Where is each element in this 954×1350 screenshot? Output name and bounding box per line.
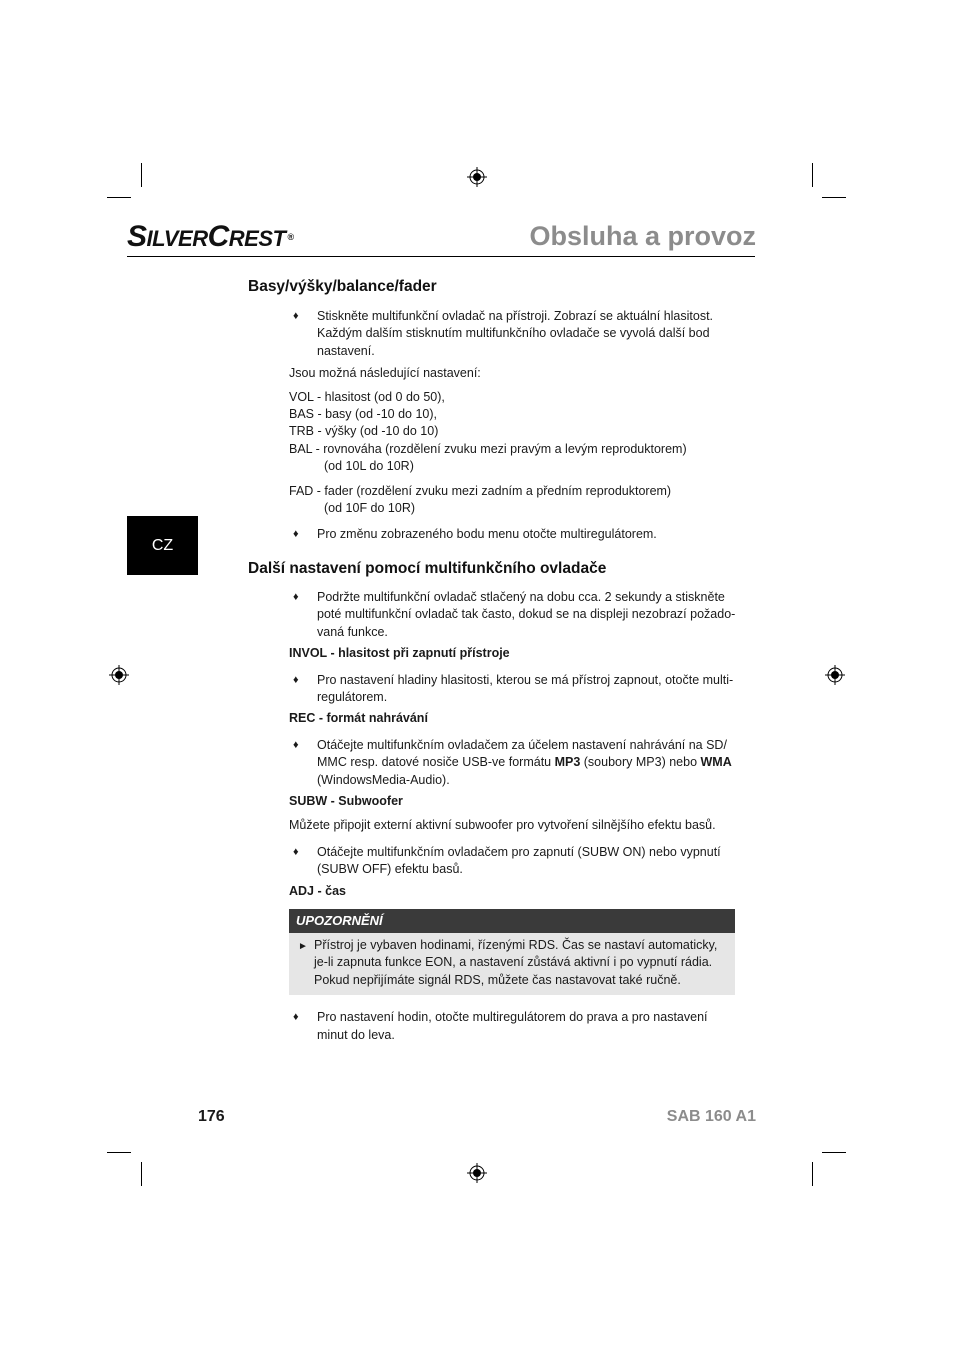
setting-line: TRB - výšky (od -10 do 10) <box>289 424 439 439</box>
paragraph: Můžete připojit externí aktivní subwoofer pro vytvoření silnějšího efektu basů. <box>289 818 716 833</box>
registration-mark-icon <box>467 1163 487 1183</box>
setting-line: VOL - hlasitost (od 0 do 50), <box>289 389 445 404</box>
bullet-text: Otáčejte multifunkčním ovladačem za účelem nastavení nahrávání na SD/ MMC resp. datové nosiče USB-ve formátu <box>317 737 727 770</box>
bullet-text: Pro nastavení hladiny hlasitosti, kterou se má přístroj zapnout, otočte multi-regulátorem. <box>317 672 734 704</box>
brand-letter: S <box>127 220 147 253</box>
registration-mark-icon <box>467 167 487 187</box>
list-item <box>248 737 738 789</box>
arrow-right-icon: ► <box>298 940 308 952</box>
setting-line: FAD - fader (rozdělení zvuku mezi zadním a předním reproduktorem) <box>289 483 672 498</box>
settings-list <box>248 389 738 476</box>
bullet-text: (soubory MP3) nebo <box>580 755 701 770</box>
bullet-text: Pro změnu zobrazeného bodu menu otočte multiregulátorem. <box>317 527 657 542</box>
diamond-bullet-icon: ♦ <box>293 738 299 751</box>
notice-text: Přístroj je vybaven hodinami, řízenými RDS. Čas se nastaví automaticky, je-li zapnuta funkce EON, a nastavení zůstává aktivní i po vypnutí rádia. Pokud nepřijímáte signál RDS, můžete čas nastavovat také ručně. <box>314 937 718 987</box>
crop-mark <box>822 197 846 198</box>
registered-mark: ® <box>287 232 294 242</box>
section-heading: Basy/výšky/balance/fader <box>248 278 437 295</box>
bullet-text: Pro nastavení hodin, otočte multiregulátorem do prava a pro nastavení minut do leva. <box>317 1010 708 1042</box>
setting-line: (od 10L do 10R) <box>324 459 414 474</box>
bullet-text: Otáčejte multifunkčním ovladačem pro zapnutí (SUBW ON) nebo vypnutí (SUBW OFF) efektu basů. <box>317 844 721 877</box>
diamond-bullet-icon: ♦ <box>293 590 299 603</box>
registration-mark-icon <box>109 665 129 685</box>
diamond-bullet-icon: ♦ <box>293 845 299 858</box>
notice-body <box>289 933 735 995</box>
notice-box <box>289 909 735 995</box>
diamond-bullet-icon: ♦ <box>293 1011 299 1024</box>
list-item <box>248 672 738 707</box>
list-item <box>248 526 738 543</box>
subheading: INVOL - hlasitost při zapnutí přístroje <box>289 646 510 661</box>
crop-mark <box>812 1162 813 1186</box>
subheading: SUBW - Subwoofer <box>289 793 403 808</box>
section-heading: Další nastavení pomocí multifunkčního ovladače <box>248 559 607 577</box>
brand-logo <box>127 220 294 254</box>
registration-mark-icon <box>825 665 845 685</box>
setting-line: (od 10F do 10R) <box>324 501 416 516</box>
crop-mark <box>141 163 142 187</box>
diamond-bullet-icon: ♦ <box>293 528 299 541</box>
brand-text: REST <box>228 226 286 251</box>
diamond-bullet-icon: ♦ <box>293 673 299 686</box>
header-divider <box>127 256 755 257</box>
setting-line: BAL - rovnováha (rozdělení zvuku mezi pravým a levým reproduktorem) <box>289 441 687 456</box>
bullet-text: Stiskněte multifunkční ovladač na přístroji. Zobrazí se aktuální hlasitost. Každým dalším stisknutím multifunkčního ovladače se vyvolá další bod nastavení. <box>317 309 714 358</box>
crop-mark <box>107 1152 131 1153</box>
list-item <box>248 308 738 360</box>
paragraph: Jsou možná následující nastavení: <box>289 366 481 381</box>
crop-mark <box>141 1162 142 1186</box>
model-name: SAB 160 A1 <box>666 1108 756 1125</box>
format-wma: WMA <box>700 755 732 770</box>
brand-letter: C <box>207 220 229 253</box>
list-item <box>248 589 738 641</box>
language-tab: CZ <box>127 516 198 575</box>
page-title: Obsluha a provoz <box>529 221 756 251</box>
notice-title: UPOZORNĚNÍ <box>289 909 735 933</box>
crop-mark <box>107 197 131 198</box>
crop-mark <box>812 163 813 187</box>
list-item <box>248 1009 738 1044</box>
settings-list <box>248 483 738 518</box>
bullet-text: (WindowsMedia-Audio). <box>317 772 450 787</box>
main-content <box>248 276 738 1044</box>
setting-line: BAS - basy (od -10 do 10), <box>289 407 437 422</box>
page-number: 176 <box>198 1108 225 1125</box>
subheading: REC - formát nahrávání <box>289 711 428 726</box>
crop-mark <box>822 1152 846 1153</box>
diamond-bullet-icon: ♦ <box>293 310 299 322</box>
format-mp3: MP3 <box>554 755 581 770</box>
list-item <box>248 844 738 879</box>
subheading: ADJ - čas <box>289 883 346 898</box>
brand-text: ILVER <box>146 226 208 251</box>
bullet-text: Podržte multifunkční ovladač stlačený na dobu cca. 2 sekundy a stiskněte poté multifunkční ovladač tak často, dokud se na displeji nezobrazí požado-vaná funkce. <box>317 589 736 639</box>
